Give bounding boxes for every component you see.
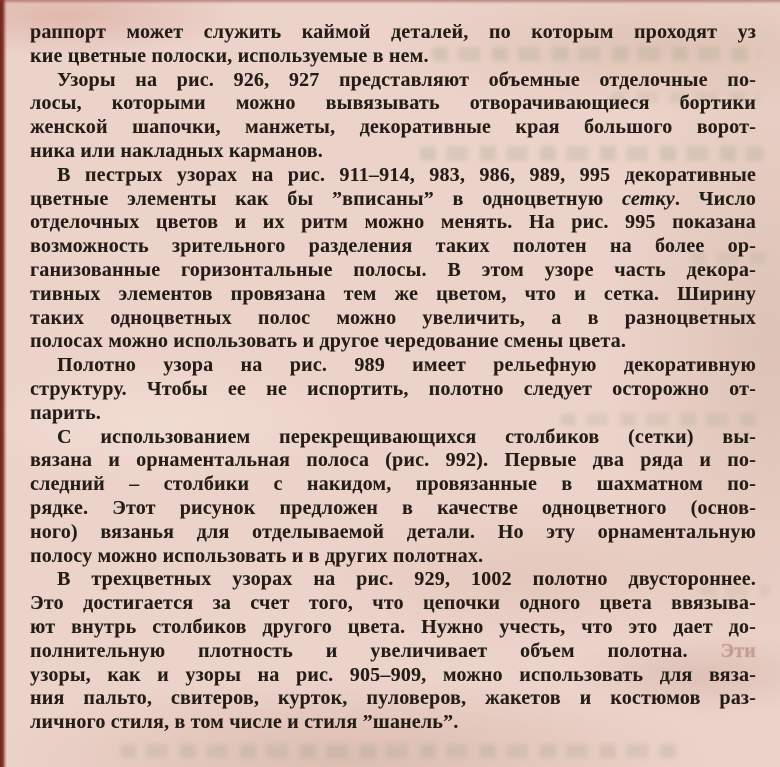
text-line: структуру. Чтобы ее не испортить, полотно следует осторожно от- [30,377,756,400]
paragraph [30,426,756,569]
paragraph [30,164,756,354]
paragraph [30,69,756,164]
paragraph [30,21,756,69]
text-line [30,640,756,664]
text-line: тивных элементов провязана тем же цветом, что и сетка. Ширину [30,282,756,305]
text-line: личного стиля, в том числе и стиля ”шанель”. [30,711,459,734]
text-line: полосу можно использовать и в других полотнах. [30,544,484,567]
text-line: Это достигается за счет того, что цепочки одного цвета ввязыва- [30,592,756,615]
text-line: ного) вязанья для отделываемой детали. Но эту орнаментальную [30,520,756,543]
bleedthrough-artifact [120,744,680,758]
text-line: парить. [30,401,101,424]
italic-word: сетку [622,187,675,210]
text-line: полосах можно использовать и другое чередование смены цвета. [30,330,627,353]
text-line: возможность зрительного разделения таких полотен на более ор- [30,235,756,258]
text-line: узоры, как и узоры на рис. 905–909, можно использовать для вяза- [30,663,756,686]
text-line: лосы, которыми можно вывязывать отворачивающиеся бортики [30,92,756,115]
text-line: таких одноцветных полос можно увеличить, а в разноцветных [30,306,756,329]
text-line: ют внутрь столбиков другого цвета. Нужно учесть, что это дает до- [30,615,756,638]
text-line: С использованием перекрещивающихся столбиков (сетки) вы- [57,425,756,448]
page-text [30,21,756,735]
text-segment: цветные элементы как бы ”вписаны” в одноцветную [30,187,623,210]
text-line [30,188,756,212]
text-line: кие цветные полоски, используемые в нем. [30,44,429,67]
text-line: вязана и орнаментальная полоса (рис. 992). Первые два ряда и по- [30,449,756,472]
text-segment: . Число [674,187,756,210]
text-segment: полнительную плотность и увеличивает объем полотна. [30,639,721,662]
paragraph [30,568,756,735]
scan-edge-left [0,0,7,767]
text-line: раппорт может служить каймой деталей, по которым проходят уз [30,21,756,43]
text-line: ника или накладных карманов. [30,139,324,162]
text-line: ния пальто, свитеров, курток, пуловеров, жакетов и костюмов раз- [30,687,756,710]
text-line: отделочных цветов и их ритм можно менять. На рис. 995 показана [30,211,756,234]
text-line: Полотно узора на рис. 989 имеет рельефную декоративную [57,354,756,377]
text-line: Узоры на рис. 926, 927 представляют объемные отделочные по- [57,68,756,91]
faded-word: Эти [720,639,756,662]
scan-edge-top [0,0,780,4]
text-line: следний – столбики с накидом, провязанные в шахматном по- [30,473,756,496]
text-line: ганизованные горизонтальные полосы. В этом узоре часть декора- [30,258,756,281]
paragraph [30,354,756,425]
text-line: женской шапочки, манжеты, декоративные края большого ворот- [30,116,756,139]
text-line: В трехцветных узорах на рис. 929, 1002 полотно двустороннее. [57,568,756,591]
text-line: рядке. Этот рисунок предложен в качестве одноцветного (основ- [30,496,756,519]
text-line: В пестрых узорах на рис. 911–914, 983, 986, 989, 995 декоративные [57,163,756,186]
